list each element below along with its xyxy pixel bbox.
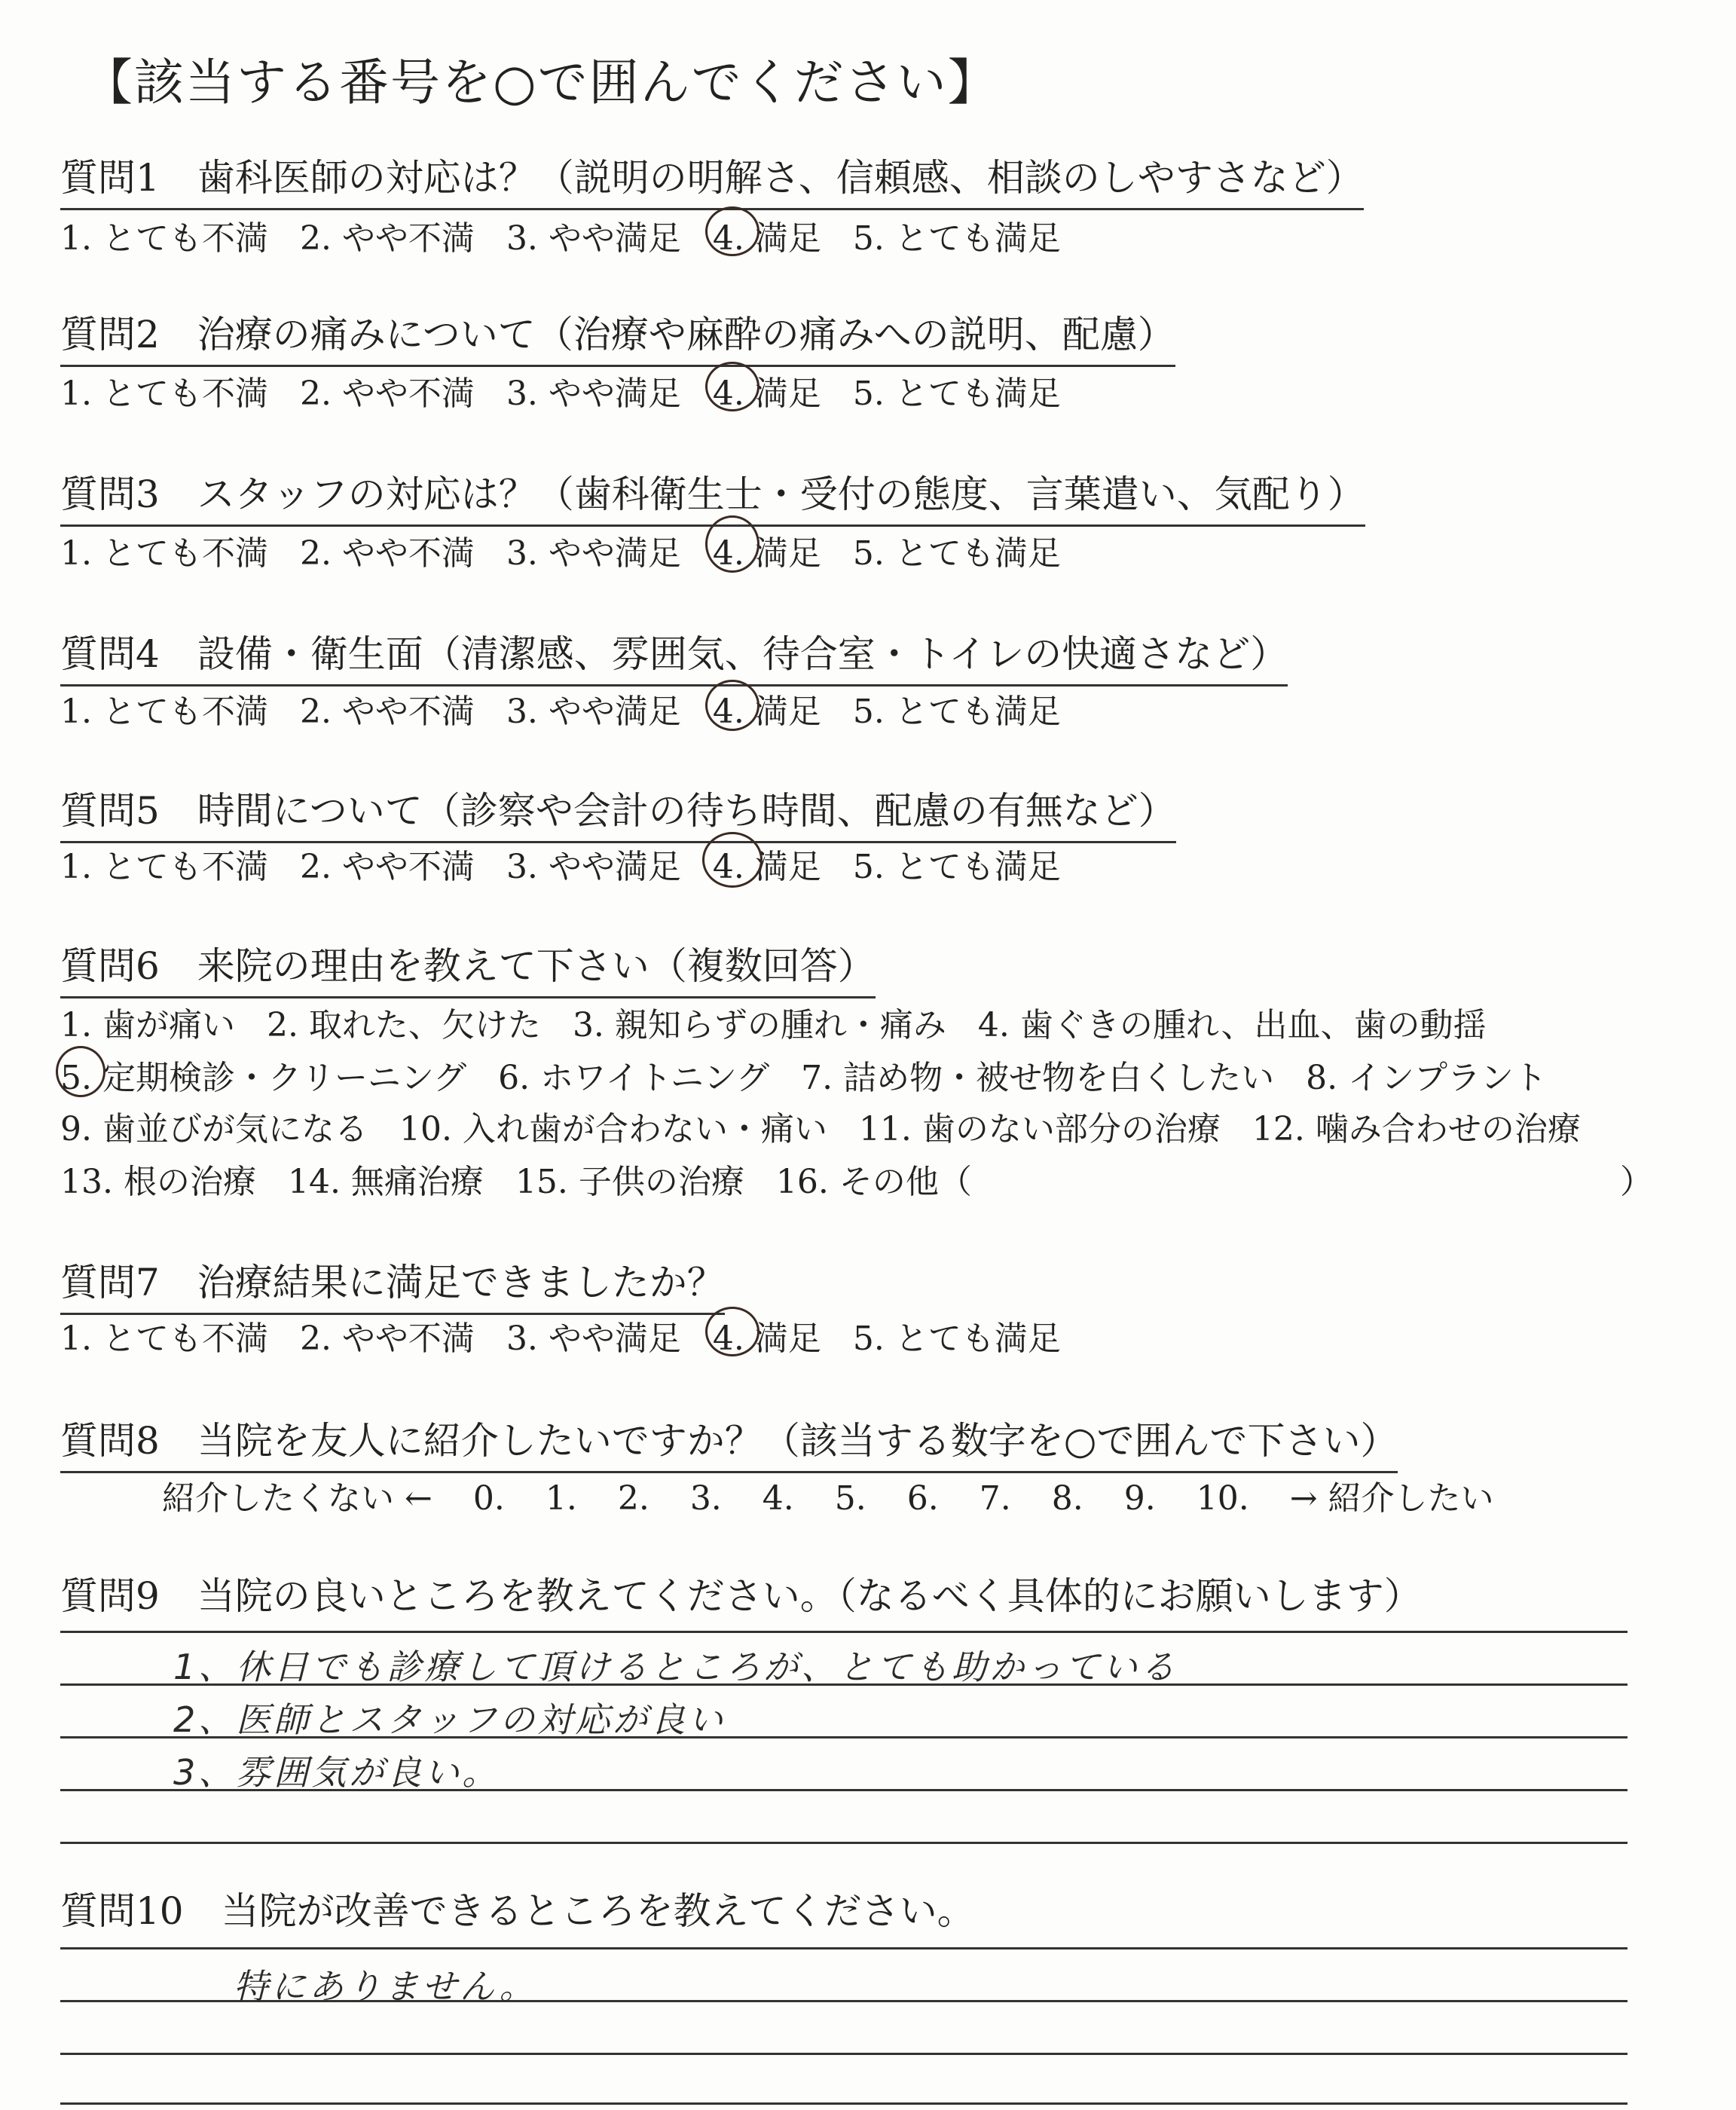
option-row [60, 684, 1093, 732]
question-title: 質問1 歯科医師の対応は？（説明の明解さ、信頼感、相談のしやすさなど） [60, 148, 1364, 210]
option-5[interactable]: 5. とても満足 [852, 375, 1061, 413]
option-2[interactable]: 2. やや不満 [299, 219, 475, 258]
scale-number[interactable]: 3. [689, 1479, 722, 1518]
option-1[interactable]: 1. とても不満 [60, 375, 268, 413]
question-title: 質問10 当院が改善できるところを教えてください。 [60, 1889, 975, 1933]
option-2[interactable]: 2. やや不満 [299, 848, 475, 886]
option-5[interactable]: 5. とても満足 [852, 534, 1061, 573]
option-2[interactable]: 2. やや不満 [299, 534, 475, 573]
option-4-selected[interactable] [713, 839, 821, 888]
option-label: 4. 満足 [712, 1320, 821, 1358]
question-title: 質問8 当院を友人に紹介したいですか？（該当する数字を○で囲んで下さい） [60, 1411, 1398, 1473]
scale-number[interactable]: 6. [906, 1479, 939, 1518]
question-title: 質問4 設備・衛生面（清潔感、雰囲気、待合室・トイレの快適さなど） [60, 624, 1288, 687]
question-title: 質問9 当院の良いところを教えてください。（なるべく具体的にお願いします） [60, 1574, 1422, 1618]
question-title: 質問2 治療の痛みについて（治療や麻酔の痛みへの説明、配慮） [60, 304, 1175, 367]
option-4-selected[interactable] [713, 211, 821, 259]
reason-option[interactable]: 3. 親知らずの腫れ・痛み [572, 1006, 946, 1044]
option-label: 4. 満足 [712, 848, 821, 886]
selection-circle [56, 1046, 105, 1097]
selection-circle [705, 362, 760, 411]
reason-option-5-selected[interactable] [60, 1050, 466, 1099]
reason-option[interactable]: 15. 子供の治療 [515, 1163, 744, 1201]
option-4-selected[interactable] [713, 526, 821, 574]
option-row [60, 1311, 1093, 1359]
reason-option[interactable]: 7. 詰め物・被せ物を白くしたい [801, 1059, 1275, 1097]
scale-number[interactable]: 5. [834, 1479, 866, 1518]
option-1[interactable]: 1. とても不満 [60, 848, 268, 886]
answer-line [60, 1631, 1628, 1633]
reason-row-1 [60, 998, 1518, 1046]
option-row [60, 366, 1093, 414]
reason-option[interactable]: 12. 噛み合わせの治療 [1252, 1110, 1581, 1148]
handwritten-answer[interactable]: 特にありません。 [234, 1966, 537, 2007]
answer-line [60, 2053, 1628, 2055]
option-1[interactable]: 1. とても不満 [60, 693, 268, 731]
scale-right-label: → 紹介したい [1289, 1479, 1494, 1518]
reason-option[interactable]: 4. 歯ぐきの腫れ、出血、歯の動揺 [977, 1006, 1487, 1044]
option-4-selected[interactable] [713, 366, 821, 414]
scale-number[interactable]: 10. [1196, 1479, 1249, 1518]
reason-option[interactable]: 9. 歯並びが気になる [60, 1110, 368, 1148]
reason-option-other[interactable]: 16. その他（ [775, 1163, 972, 1201]
option-3[interactable]: 3. やや満足 [506, 219, 681, 258]
answer-line [60, 1842, 1628, 1844]
option-label: 4. 満足 [712, 375, 821, 413]
option-2[interactable]: 2. やや不満 [299, 693, 475, 731]
option-3[interactable]: 3. やや満足 [506, 534, 681, 573]
option-2[interactable]: 2. やや不満 [299, 1320, 475, 1358]
option-row [60, 211, 1093, 259]
option-4-selected[interactable] [713, 1311, 821, 1359]
scale-left-label: 紹介したくない ← [162, 1479, 432, 1518]
option-row [60, 526, 1093, 574]
option-3[interactable]: 3. やや満足 [506, 848, 681, 886]
option-1[interactable]: 1. とても不満 [60, 1320, 268, 1358]
question-title: 質問6 来院の理由を教えて下さい（複数回答） [60, 936, 876, 998]
option-3[interactable]: 3. やや満足 [506, 693, 681, 731]
reason-option[interactable]: 2. 取れた、欠けた [266, 1006, 541, 1044]
other-close-paren: ） [1620, 1163, 1653, 1201]
question-title: 質問3 スタッフの対応は？（歯科衛生士・受付の態度、言葉遣い、気配り） [60, 464, 1365, 527]
selection-circle [705, 206, 760, 256]
option-1[interactable]: 1. とても不満 [60, 219, 268, 258]
form-title: 【該当する番号を○で囲んでください】 [83, 54, 999, 112]
option-label: 4. 満足 [712, 693, 821, 731]
scale-number[interactable]: 4. [762, 1479, 794, 1518]
scale-number[interactable]: 0. [472, 1479, 505, 1518]
reason-option[interactable]: 6. ホワイトニング [498, 1059, 770, 1097]
selection-circle [705, 515, 760, 573]
scale-number[interactable]: 2. [617, 1479, 649, 1518]
reason-row-2 [60, 1050, 1579, 1099]
question-title: 質問7 治療結果に満足できましたか？ [60, 1252, 725, 1315]
option-label: 4. 満足 [712, 219, 821, 258]
scale-number[interactable]: 8. [1051, 1479, 1083, 1518]
answer-line [60, 1947, 1628, 1949]
reason-option[interactable]: 14. 無痛治療 [287, 1163, 484, 1201]
reason-option[interactable]: 10. 入れ歯が合わない・痛い [399, 1110, 827, 1148]
scale-number[interactable]: 1. [545, 1479, 577, 1518]
question-title: 質問5 時間について（診察や会計の待ち時間、配慮の有無など） [60, 781, 1176, 843]
option-row [60, 839, 1093, 888]
handwritten-answer-3[interactable]: 3、雰囲気が良い。 [173, 1752, 500, 1793]
scale-number[interactable]: 9. [1123, 1479, 1156, 1518]
reason-row-4 [60, 1154, 1004, 1203]
reason-option[interactable]: 8. インプラント [1306, 1059, 1548, 1097]
handwritten-answer-1[interactable]: 1、休日でも診療して頂けるところが、とても助かっている [173, 1647, 1178, 1687]
recommend-scale [162, 1471, 1524, 1519]
answer-line [60, 2102, 1628, 2105]
option-5[interactable]: 5. とても満足 [852, 219, 1061, 258]
reason-row-3 [60, 1102, 1612, 1150]
option-1[interactable]: 1. とても不満 [60, 534, 268, 573]
reason-option[interactable]: 11. 歯のない部分の治療 [858, 1110, 1221, 1148]
selection-circle [702, 832, 763, 888]
option-label: 5. 定期検診・クリーニング [60, 1059, 467, 1097]
option-5[interactable]: 5. とても満足 [852, 1320, 1061, 1358]
option-3[interactable]: 3. やや満足 [506, 1320, 681, 1358]
selection-circle [705, 680, 760, 731]
option-5[interactable]: 5. とても満足 [852, 848, 1061, 886]
reason-option[interactable]: 1. 歯が痛い [60, 1006, 235, 1044]
option-5[interactable]: 5. とても満足 [852, 693, 1061, 731]
option-2[interactable]: 2. やや不満 [299, 375, 475, 413]
reason-option[interactable]: 13. 根の治療 [60, 1163, 256, 1201]
option-3[interactable]: 3. やや満足 [506, 375, 681, 413]
selection-circle [705, 1307, 760, 1356]
scale-number[interactable]: 7. [979, 1479, 1011, 1518]
option-4-selected[interactable] [713, 684, 821, 732]
option-label: 4. 満足 [712, 534, 821, 573]
handwritten-answer-2[interactable]: 2、医師とスタッフの対応が良い [173, 1699, 726, 1740]
